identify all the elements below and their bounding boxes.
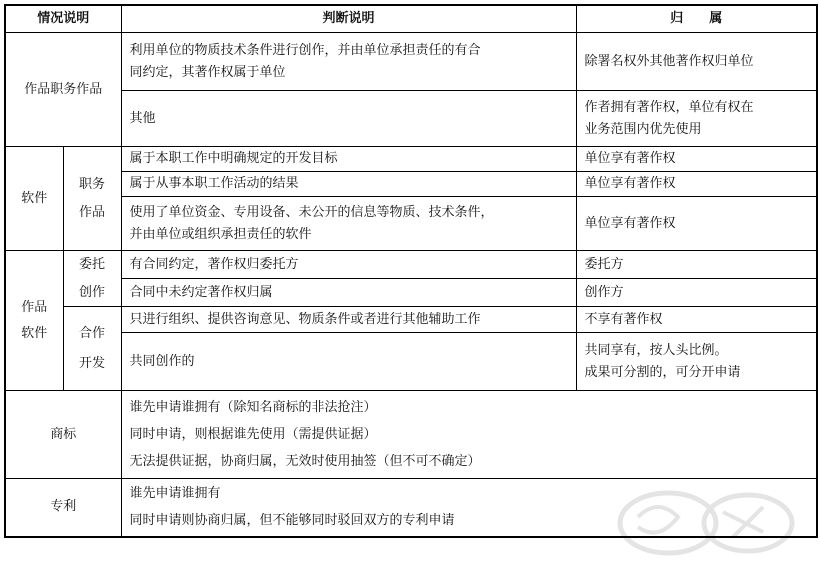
table-row [5, 251, 817, 279]
cell-text: 谁先申请谁拥有（除知名商标的非法抢注） [129, 400, 377, 415]
cell-text: 职务 [79, 176, 106, 192]
table-cell [121, 172, 576, 197]
cell-text: 并由单位或组织承担责任的软件 [129, 226, 312, 242]
table-cell [121, 391, 817, 479]
cell-text: 除署名权外其他著作权归单位 [584, 53, 754, 69]
table-row [5, 279, 817, 307]
work-software-label [5, 251, 63, 391]
cell-text: 业务范围内优先使用 [584, 121, 702, 137]
cell-text: 同约定，其著作权属于单位 [129, 64, 286, 80]
software-duty-label [63, 147, 121, 251]
cell-text: 谁先申请谁拥有 [129, 486, 221, 502]
table-cell: 单位享有著作权 [576, 147, 817, 172]
table-row [5, 391, 817, 479]
cell-text: 其他 [129, 110, 156, 126]
table-row [5, 479, 817, 537]
table-row [5, 307, 817, 333]
cell-text: 作品 [79, 204, 106, 220]
table-cell: 有合同约定，著作权归委托方 [121, 251, 576, 279]
table-header-row [5, 5, 817, 33]
table-cell [576, 91, 817, 147]
software-label: 软件 [5, 147, 63, 251]
cell-text: 使用了单位资金、专用设备、未公开的信息等物质、技术条件， [129, 204, 494, 220]
table-cell: 创作方 [576, 279, 817, 307]
table-cell [576, 333, 817, 391]
commission-label [63, 251, 121, 307]
table-cell: 委托方 [576, 251, 817, 279]
table-row [5, 172, 817, 197]
table-row [5, 33, 817, 91]
cell-text: 作品 [21, 299, 48, 315]
cell-text: 软件 [21, 325, 48, 341]
table-cell: 单位享有著作权 [576, 197, 817, 251]
cell-text: 创作 [79, 284, 106, 300]
header-situation: 情况说明 [5, 5, 121, 33]
cell-text: 合作 [79, 325, 106, 341]
cell-text: 委托 [79, 256, 106, 272]
table-row [5, 147, 817, 172]
cell-text: 不享有著作权 [584, 311, 663, 327]
cell-text: 共同享有，按人头比例。 [584, 342, 728, 358]
table-row [5, 333, 817, 391]
table-cell [576, 33, 817, 91]
cell-text: 作者拥有著作权，单位有权在 [584, 99, 754, 115]
cell-text: 无法提供证据，协商归属，无效时使用抽签（但不可不确定） [129, 454, 481, 469]
header-judgment: 判断说明 [121, 5, 576, 33]
cell-text: 开发 [79, 355, 106, 371]
table-cell: 只进行组织、提供咨询意见、物质条件或者进行其他辅助工作 [121, 307, 576, 333]
cell-text: 成果可分割的，可分开申请 [584, 364, 741, 380]
table-cell: 共同创作的 [121, 333, 576, 391]
table-row [5, 197, 817, 251]
copyright-ownership-table [4, 4, 818, 538]
cell-text: 属于本职工作中明确规定的开发目标 [129, 151, 338, 166]
table-cell [121, 197, 576, 251]
cooperation-label [63, 307, 121, 391]
table-cell [121, 147, 576, 172]
cell-text: 同时申请，则根据谁先使用（需提供证据） [129, 427, 377, 442]
patent-label: 专利 [5, 479, 121, 537]
table-cell [121, 479, 817, 537]
table-cell [576, 307, 817, 333]
cell-text: 利用单位的物质技术条件进行创作，并由单位承担责任的有合 [129, 42, 481, 58]
cell-text: 属于从事本职工作活动的结果 [129, 176, 299, 191]
trademark-label: 商标 [5, 391, 121, 479]
table-cell [121, 33, 576, 91]
table-cell: 合同中未约定著作权归属 [121, 279, 576, 307]
work-duty-label: 作品职务作品 [5, 33, 121, 147]
header-ownership: 归 属 [576, 5, 817, 33]
table-cell [121, 91, 576, 147]
table-row [5, 91, 817, 147]
table-cell: 单位享有著作权 [576, 172, 817, 197]
cell-text: 同时申请则协商归属，但不能够同时驳回双方的专利申请 [129, 513, 455, 529]
